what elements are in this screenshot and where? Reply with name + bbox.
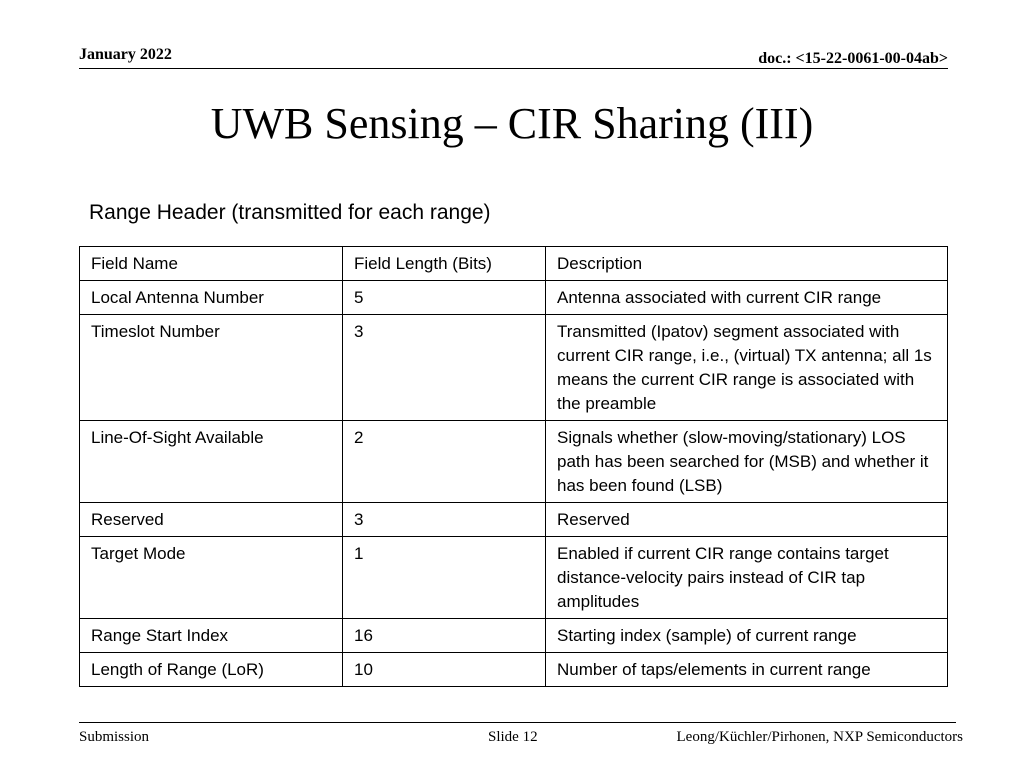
footer-submission: Submission <box>79 729 150 745</box>
field-length-cell: 10 <box>343 653 546 687</box>
field-name-cell: Range Start Index <box>80 619 343 653</box>
column-header-description: Description <box>546 247 948 281</box>
field-length-cell: 5 <box>343 281 546 315</box>
description-cell: Signals whether (slow-moving/stationary) LOS path has been searched for (MSB) and whether it has been found (LSB) <box>546 421 948 503</box>
field-name-cell: Target Mode <box>80 537 343 619</box>
table-row <box>80 653 948 687</box>
field-length-cell: 2 <box>343 421 546 503</box>
description-cell: Transmitted (Ipatov) segment associated with current CIR range, i.e., (virtual) TX antenna; all 1s means the current CIR range is associated with the preamble <box>546 315 948 421</box>
header-doc-id: doc.: <15-22-0061-00-04ab> <box>758 50 948 67</box>
description-cell: Number of taps/elements in current range <box>546 653 948 687</box>
field-length-cell: 3 <box>343 315 546 421</box>
field-length-cell: 1 <box>343 537 546 619</box>
description-cell: Antenna associated with current CIR range <box>546 281 948 315</box>
description-cell: Enabled if current CIR range contains target distance-velocity pairs instead of CIR tap amplitudes <box>546 537 948 619</box>
table-row <box>80 619 948 653</box>
field-length-cell: 3 <box>343 503 546 537</box>
column-header-field-length: Field Length (Bits) <box>343 247 546 281</box>
table-header-row <box>80 247 948 281</box>
field-length-cell: 16 <box>343 619 546 653</box>
slide-title: UWB Sensing – CIR Sharing (III) <box>210 99 814 148</box>
description-cell: Starting index (sample) of current range <box>546 619 948 653</box>
header-date: January 2022 <box>79 46 172 63</box>
footer-slide-number: Slide 12 <box>488 729 538 745</box>
field-name-cell: Reserved <box>80 503 343 537</box>
range-header-table <box>79 246 948 687</box>
description-cell: Reserved <box>546 503 948 537</box>
field-name-cell: Line-Of-Sight Available <box>80 421 343 503</box>
header-divider <box>79 68 948 69</box>
column-header-field-name: Field Name <box>80 247 343 281</box>
field-name-cell: Local Antenna Number <box>80 281 343 315</box>
table-row <box>80 503 948 537</box>
table-row <box>80 315 948 421</box>
table-row <box>80 281 948 315</box>
table-row <box>80 421 948 503</box>
footer-divider <box>79 722 956 723</box>
field-name-cell: Length of Range (LoR) <box>80 653 343 687</box>
table-caption: Range Header (transmitted for each range) <box>89 201 491 224</box>
table-row <box>80 537 948 619</box>
footer-authors: Leong/Küchler/Pirhonen, NXP Semiconductors <box>676 729 963 745</box>
field-name-cell: Timeslot Number <box>80 315 343 421</box>
